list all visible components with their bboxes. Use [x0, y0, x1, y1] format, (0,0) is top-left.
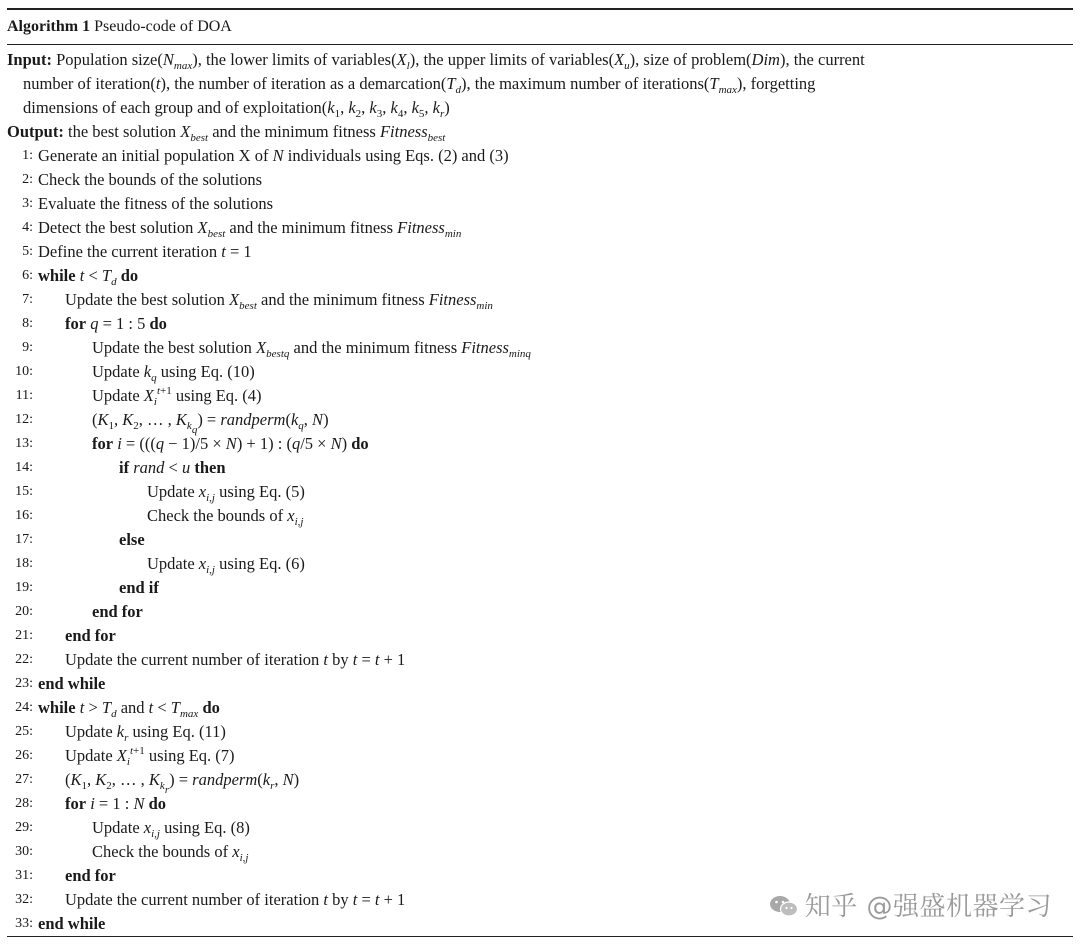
algo-line-11: 11: Update $X_i^{t+1}$ using Eq. (4) [15, 385, 262, 408]
watermark [769, 886, 1052, 923]
algo-line-23: 23: end while [15, 674, 106, 693]
input-description: Input: Population $size(N_{max})$, the lower limits of $variables(X_l)$, the upper limits of $variables(X_u)$, size of problem(Dim), the current number of iteration(t), the number of iteration as a $demarcation(T_d)$, the maximum number of $iterations(T_{max})$, forgetting dimensions of each group and of $exploitation(k_1$, $k_2$, $k_3$, $k_4$, $k_5$, $k_r$) [7, 50, 865, 120]
watermark-text: 知乎 @强盛机器学习 [804, 892, 1052, 922]
algo-line-6: 6: while $t < T_d$ do [22, 266, 139, 288]
algorithm-block [7, 8, 1073, 936]
algo-line-18: 18: Update $x_{i,j}$ using Eq. (6) [15, 554, 305, 576]
algo-line-12: 12: ($K_1$, $K_2$, … , $K_{k_q}$) = $randperm(k_q$, N) [15, 410, 329, 436]
algo-line-27: 27: ($K_1$, $K_2$, … , $K_{k_r}$) = $randperm(k_r$, N) [15, 770, 300, 796]
algo-line-15: 15: Update $x_{i,j}$ using Eq. (5) [15, 482, 305, 504]
algo-line-33: 33: end while [15, 914, 106, 933]
algo-line-32: 32: Update the current number of iteration t by t = t + 1 [15, 890, 406, 909]
algo-line-30: 30: Check the bounds of $x_{i,j}$ [15, 842, 249, 864]
algo-line-8: 8: for q = 1 : 5 do [22, 314, 167, 333]
algo-line-31: 31: end for [15, 866, 116, 885]
algo-line-5: 5: Define the current iteration t = 1 [22, 242, 252, 261]
algo-line-14: 14: if rand < u then [15, 458, 226, 477]
algo-line-26: 26: Update $X_i^{t+1}$ using Eq. (7) [15, 745, 235, 768]
algo-line-13: 13: for i = (((q − 1)/5 × N) + 1) : (q/5 × N) do [15, 434, 369, 453]
algo-line-25: 25: Update $k_r$ using Eq. (11) [15, 722, 226, 744]
algorithm-label: Algorithm 1 [7, 18, 91, 35]
algo-line-20: 20: end for [15, 602, 143, 621]
algo-line-19: 19: end if [15, 578, 159, 597]
algo-line-3: 3: Evaluate the fitness of the solutions [22, 194, 274, 213]
algo-line-10: 10: Update $k_q$ using Eq. (10) [15, 362, 255, 384]
algo-line-17: 17: else [15, 530, 145, 549]
algo-line-9: 9: Update the best solution $X_{bestq}$ and the minimum fitness Fitness$_{minq}$ [22, 338, 531, 360]
algo-line-1: 1: Generate an initial population X of N individuals using Eqs. (2) and (3) [22, 146, 509, 165]
output-description: Output: the best solution $X_{best}$ and the minimum fitness Fitness$_{best}$ [7, 122, 446, 144]
algorithm-title [7, 10, 1073, 44]
algo-line-24: 24: while $t > T_d$ and $t < T_{max}$ do [15, 698, 220, 720]
algo-line-29: 29: Update $x_{i,j}$ using Eq. (8) [15, 818, 250, 840]
bottom-rule [7, 936, 1073, 937]
algo-line-16: 16: Check the bounds of $x_{i,j}$ [15, 506, 304, 528]
algo-line-21: 21: end for [15, 626, 116, 645]
algo-line-28: 28: for i = 1 : N do [15, 794, 167, 813]
algo-line-7: 7: Update the best solution $X_{best}$ and the minimum fitness Fitness$_{min}$ [22, 290, 493, 312]
algo-line-22: 22: Update the current number of iteration t by t = t + 1 [15, 650, 406, 669]
title-rule [7, 44, 1073, 45]
algo-line-2: 2: Check the bounds of the solutions [22, 170, 263, 189]
algorithm-lines [7, 144, 1073, 936]
algorithm-name: Pseudo-code of DOA [94, 18, 232, 35]
wechat-icon [769, 894, 797, 916]
algo-line-4: 4: Detect the best solution $X_{best}$ and the minimum fitness Fitness$_{min}$ [22, 218, 462, 240]
